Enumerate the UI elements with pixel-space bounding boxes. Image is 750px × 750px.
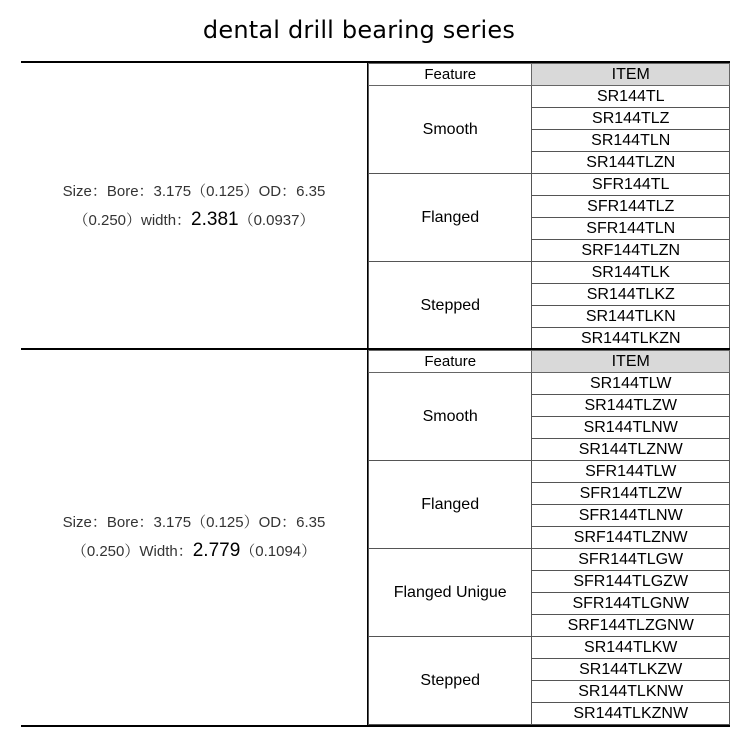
item-cell: SR144TLZ [532,108,730,130]
item-cell: SR144TLKN [532,306,730,328]
item-cell: SR144TLK [532,262,730,284]
item-cell: SR144TLKZ [532,284,730,306]
item-cell: SFR144TLZW [532,483,730,505]
item-cell: SR144TLNW [532,417,730,439]
item-cell: SFR144TLNW [532,505,730,527]
item-cell: SFR144TLGZW [532,571,730,593]
feature-cell: Flanged [369,174,532,262]
item-cell: SFR144TLZ [532,196,730,218]
size-spec-cell [21,63,368,350]
feature-cell: Stepped [369,637,532,725]
item-cell: SR144TLKZNW [532,703,730,725]
item-cell: SRF144TLZN [532,240,730,262]
item-cell: SR144TLKZN [532,328,730,350]
bearing-block-2779 [21,348,730,727]
size-spec-line1: Size：Bore：3.175（0.125）OD：6.35 [62,514,326,531]
item-cell: SRF144TLZNW [532,527,730,549]
feature-header: Feature [369,351,532,373]
item-table [368,63,730,350]
item-cell: SR144TLKNW [532,681,730,703]
size-spec-cell [21,350,368,725]
feature-cell: Flanged [369,461,532,549]
item-cell: SR144TLN [532,130,730,152]
width-inch-value: （0.0937） [238,212,315,229]
feature-cell: Smooth [369,86,532,174]
item-cell: SR144TLKZW [532,659,730,681]
item-header: ITEM [532,64,730,86]
item-cell: SR144TLW [532,373,730,395]
bearing-block-2381 [21,61,730,350]
item-cell: SFR144TLGW [532,549,730,571]
feature-cell: Stepped [369,262,532,350]
item-cell: SRF144TLZGNW [532,615,730,637]
feature-cell: Smooth [369,373,532,461]
feature-header: Feature [369,64,532,86]
item-cell: SR144TLZN [532,152,730,174]
item-cell: SR144TLZNW [532,439,730,461]
size-spec-line2-pre: （0.250）width： [73,212,192,229]
size-spec-line1: Size：Bore：3.175（0.125）OD：6.35 [62,183,326,200]
item-cell: SR144TLZW [532,395,730,417]
width-value: 2.779 [192,540,241,561]
item-cell: SFR144TLN [532,218,730,240]
feature-cell: Flanged Unigue [369,549,532,637]
page-title: dental drill bearing series [202,16,516,44]
item-header: ITEM [532,351,730,373]
width-value: 2.381 [191,209,239,230]
size-spec-line2-pre: （0.250）Width： [71,543,193,560]
item-table [368,350,730,725]
item-cell: SR144TL [532,86,730,108]
item-cell: SFR144TLW [532,461,730,483]
item-cell: SR144TLKW [532,637,730,659]
item-cell: SFR144TL [532,174,730,196]
width-inch-value: （0.1094） [240,543,317,560]
item-cell: SFR144TLGNW [532,593,730,615]
